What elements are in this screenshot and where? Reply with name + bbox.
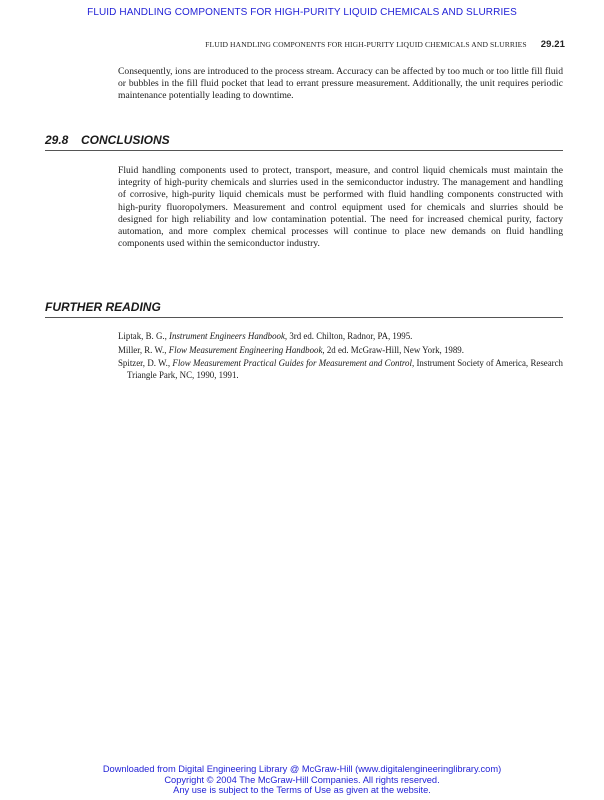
running-head	[0, 39, 565, 50]
reference-item	[118, 331, 563, 343]
reference-details: , 2d ed. McGraw-Hill, New York, 1989.	[322, 344, 464, 355]
section-title: FURTHER READING	[45, 300, 161, 314]
page-number: 29.21	[540, 39, 565, 50]
reference-details: , 3rd ed. Chilton, Radnor, PA, 1995.	[284, 331, 413, 341]
section-heading-further-reading	[45, 300, 563, 318]
footer-terms-link[interactable]: Any use is subject to the Terms of Use as given at the website.	[173, 785, 431, 796]
reference-author: Liptak, B. G.,	[118, 331, 170, 341]
footer-copyright[interactable]: Copyright © 2004 The McGraw-Hill Companies. All rights reserved.	[164, 774, 440, 785]
reference-author: Spitzer, D. W.,	[118, 358, 173, 368]
reference-details: , Instrument Society of America, Research Triangle Park, NC, 1990, 1991.	[127, 358, 563, 380]
reference-title: Flow Measurement Practical Guides for Measurement and Control	[172, 358, 412, 368]
section-heading-conclusions	[45, 133, 563, 151]
reference-author: Miller, R. W.,	[118, 344, 169, 355]
top-banner[interactable]: FLUID HANDLING COMPONENTS FOR HIGH-PURITY LIQUID CHEMICALS AND SLURRIES	[87, 7, 517, 18]
footer-download-link[interactable]: Downloaded from Digital Engineering Library @ McGraw-Hill (www.digitalengineeringlibrary.com)	[102, 764, 502, 774]
intro-paragraph: Consequently, ions are introduced to the process stream. Accuracy can be affected by too much or too little fill fluid or bubbles in the fill fluid pocket that lead to errant pressure measurement. Additionally, the unit requires periodic maintenance potentially leading to downtime.	[118, 66, 563, 102]
section-title: CONCLUSIONS	[81, 133, 170, 147]
conclusions-paragraph: Fluid handling components used to protect, transport, measure, and control liquid chemicals must maintain the integrity of high-purity chemicals and slurries used in the semiconductor industry. The management and handling of corrosive, high-purity liquid chemicals must be performed with fluid handling components constructed with high-purity fluoropolymers. Measurement and control equipment used for chemicals and slurries should be designed for high reliability and low contamination potential. The need for increased chemical purity, factory automation, and more complex chemical processes will continue to place new demands on fluid handling components used within the semiconductor industry.	[118, 165, 563, 250]
reference-list	[118, 331, 563, 383]
reference-title: Instrument Engineers Handbook	[169, 331, 285, 341]
reference-title: Flow Measurement Engineering Handbook	[168, 344, 323, 355]
reference-item	[118, 358, 563, 381]
footer	[0, 764, 604, 796]
reference-item	[118, 345, 563, 357]
section-number: 29.8	[45, 133, 69, 147]
running-head-title: FLUID HANDLING COMPONENTS FOR HIGH-PURITY LIQUID CHEMICALS AND SLURRIES	[205, 40, 527, 49]
